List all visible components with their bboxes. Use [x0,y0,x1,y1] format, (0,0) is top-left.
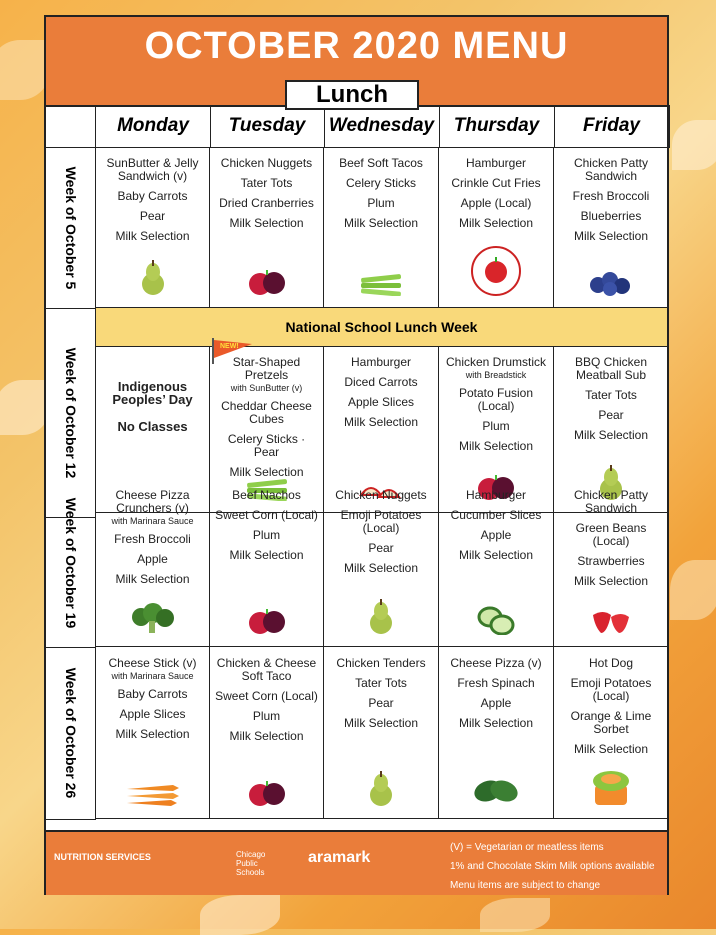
leaf-decoration [0,40,50,100]
legend-line: (V) = Vegetarian or meatless items [450,842,604,853]
carrots-icon [123,781,183,810]
menu-item: Emoji Potatoes (Local) [340,508,422,535]
menu-item: Indigenous Peoples’ Day [112,379,193,407]
menu-item: Crinkle Cut Fries [451,176,541,190]
nutrition-services-logo: NUTRITION SERVICES [54,852,151,862]
day-header-friday: Friday [554,105,670,148]
new-flag-icon [212,336,258,362]
plum-icon [244,781,290,810]
menu-item: Milk Selection [229,216,304,230]
menu-item: with Breadstick [465,370,527,380]
menu-item: Milk Selection [573,742,649,756]
menu-item: Hamburger [350,355,412,369]
menu-item: Fresh Broccoli [572,189,650,203]
menu-item: Plum [367,196,395,210]
aramark-logo: aramark [308,849,371,866]
menu-item: Apple [480,528,512,542]
menu-item: Chicken Nuggets [335,488,427,502]
menu-item: BBQ Chicken Meatball Sub [574,355,648,382]
menu-item: Milk Selection [458,439,534,453]
menu-item: Dried Cranberries [219,196,314,210]
sorbet-icon [587,767,635,810]
menu-item: Milk Selection [573,229,649,243]
menu-item: Pear [598,408,624,422]
menu-cell [324,147,439,308]
menu-item: Green Beans (Local) [575,521,647,548]
menu-item: No Classes [117,419,188,434]
menu-item: Cheddar Cheese Cubes [221,399,312,426]
legend [450,838,655,895]
plum-icon [244,609,290,638]
leaf-decoration [200,895,280,935]
day-header-wednesday: Wednesday [324,105,440,148]
plum-icon [244,270,290,299]
week-label: Week of October 12 [62,347,79,478]
menu-item: Sweet Corn (Local) [215,508,318,522]
menu-item: Hamburger [465,488,527,502]
menu-item: Milk Selection [229,729,304,743]
menu-item: Tater Tots [240,176,293,190]
menu-cell [324,647,439,819]
menu-item: Milk Selection [573,428,649,442]
lunch-label: Lunch [285,80,419,110]
menu-item: Milk Selection [573,574,649,588]
week-label: Week of October 19 [62,497,79,629]
apple-crunch-logo-icon [471,246,521,299]
menu-item: Diced Carrots [344,375,418,389]
menu-item: with SunButter (v) [230,383,303,393]
menu-item: Chicken Patty Sandwich [573,156,649,183]
menu-cell [96,479,210,647]
week-label: Week of October 5 [62,166,79,289]
menu-item: Apple [480,696,512,710]
pear-icon [368,771,394,810]
menu-item: Beef Soft Tacos [339,156,423,170]
menu-item: SunButter & Jelly Sandwich (v) [106,156,199,183]
menu-cell [210,647,324,819]
menu-item: Emoji Potatoes (Local) [570,676,652,703]
menu-item: Milk Selection [115,572,190,586]
corner-cell [46,105,96,148]
menu-item: Chicken Patty Sandwich [573,488,649,515]
menu-item: Cheese Pizza Crunchers (v) [115,488,190,515]
menu-cell [96,147,210,308]
menu-item: Chicken Nuggets [220,156,313,170]
menu-item: Milk Selection [343,415,419,429]
strawberry-icon [589,607,633,638]
legend-line: Menu items are subject to change [450,880,601,891]
menu-item: Apple Slices [119,707,186,721]
menu-item: Hot Dog [588,656,634,670]
menu-item: Milk Selection [458,548,534,562]
menu-item: Chicken Drumstick [445,355,547,369]
menu-cell [210,479,324,647]
menu-item: Apple [137,552,168,566]
day-header-thursday: Thursday [439,105,555,148]
menu-item: with Marinara Sauce [111,671,194,681]
menu-item: Plum [482,419,510,433]
cucumber-icon [476,605,516,638]
menu-item: Sweet Corn (Local) [215,689,318,703]
day-header-monday: Monday [96,105,211,148]
footer [46,830,667,895]
menu-item: Cheese Stick (v) [108,656,197,670]
week-label-cell [46,647,96,820]
menu-item: Plum [252,709,281,723]
menu-item: Blueberries [580,209,642,223]
menu-item: Plum [252,528,281,542]
week-label: Week of October 26 [62,667,79,799]
cps-logo: Chicago Public Schools [236,850,266,877]
menu-item: Chicken & Cheese Soft Taco [216,656,317,683]
menu-item: Cheese Pizza (v) [450,656,542,670]
menu-item: Pear [139,209,166,223]
menu-item: Milk Selection [343,561,419,575]
menu-item: Milk Selection [458,716,534,730]
national-school-lunch-week-banner: National School Lunch Week [96,308,667,347]
menu-item: Milk Selection [115,229,190,243]
menu-item: Milk Selection [343,216,419,230]
menu-cell [554,147,669,308]
menu-item: Tater Tots [355,676,407,690]
menu-item: Beef Nachos [232,488,301,502]
blueberries-icon [588,268,634,299]
day-header-tuesday: Tuesday [210,105,325,148]
menu-item: Fresh Broccoli [114,532,191,546]
legend-line: 1% and Chocolate Skim Milk options available [450,861,655,872]
pear-icon [368,599,394,638]
broccoli-icon [129,603,177,638]
menu-item: Strawberries [577,554,645,568]
menu-item: Star-Shaped Pretzels [232,355,301,382]
menu-item: Milk Selection [458,216,534,230]
menu-item: Hamburger [465,156,527,170]
menu-item: Milk Selection [343,716,419,730]
week-label-cell [46,479,96,648]
menu-cell [324,479,439,647]
menu-item: Pear [368,696,394,710]
menu-item: with Marinara Sauce [111,516,194,526]
menu-item: Apple Slices [347,395,415,409]
leaf-decoration [0,380,50,435]
menu-item: Fresh Spinach [457,676,535,690]
celery-icon [359,272,403,299]
menu-item: Chicken Tenders [336,656,426,670]
menu-cell [439,479,554,647]
menu-item: Milk Selection [229,465,304,479]
menu-cell [554,647,669,819]
spinach-icon [472,775,520,810]
pear-icon [140,260,166,299]
menu-item: Baby Carrots [117,189,188,203]
leaf-decoration [480,898,550,932]
menu-item: Cucumber Slices [450,508,542,522]
menu-cell [96,647,210,819]
menu-frame [44,15,669,895]
menu-item: Celery Sticks · Pear [227,432,306,459]
menu-item: Celery Sticks [345,176,416,190]
menu-item: Baby Carrots [117,687,188,701]
menu-item: Orange & Lime Sorbet [570,709,652,736]
menu-cell [439,147,554,308]
menu-item: Tater Tots [585,388,637,402]
leaf-decoration [670,560,716,620]
leaf-decoration [672,120,716,170]
menu-cell [439,647,554,819]
menu-cell [210,147,324,308]
menu-item: Apple (Local) [460,196,532,210]
menu-item: Pear [368,541,394,555]
menu-cell [554,479,669,647]
menu-item: Milk Selection [229,548,304,562]
page-title: OCTOBER 2020 MENU [144,25,569,67]
new-badge-text: NEW! [220,343,239,350]
menu-item: Potato Fusion (Local) [458,386,534,413]
week-label-cell [46,147,96,309]
menu-item: Milk Selection [115,727,190,741]
